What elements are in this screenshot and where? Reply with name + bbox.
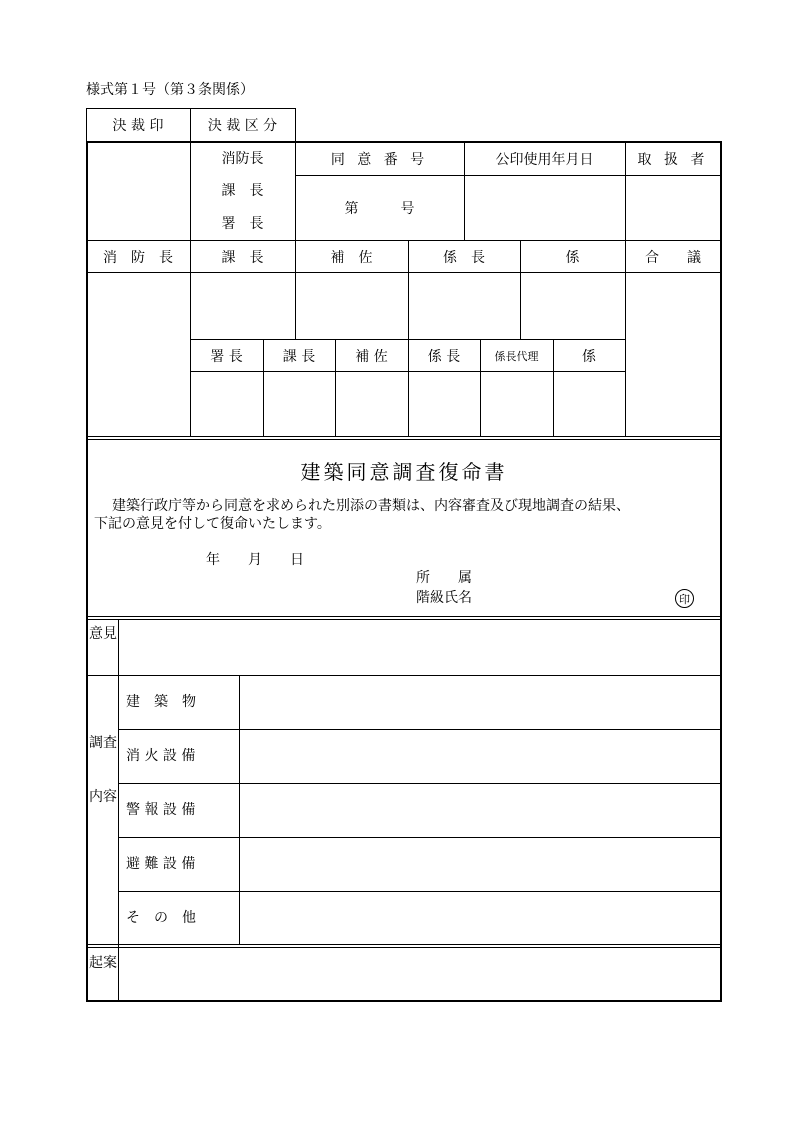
role-section-chief: 課 長	[221, 249, 264, 266]
draft-label: 起案	[89, 955, 117, 971]
line	[190, 371, 626, 372]
line	[118, 729, 722, 730]
outer-bottom	[86, 1000, 722, 1002]
line	[239, 675, 240, 945]
role2-deputy: 係長代理	[494, 349, 539, 363]
line	[86, 944, 722, 945]
approval-category-label: 決 裁 区 分	[207, 118, 278, 134]
survey-item-evacuation: 避 難 設 備	[126, 856, 196, 872]
report-date: 年 月 日	[206, 552, 304, 568]
station-chief-label: 署 長	[221, 216, 264, 232]
rank-name-label: 階級氏名	[416, 590, 472, 606]
line	[86, 436, 722, 437]
survey-item-alarm: 警 報 設 備	[126, 802, 196, 818]
line	[86, 272, 722, 273]
survey-item-other: そ の 他	[126, 910, 196, 926]
line	[118, 783, 722, 784]
consent-number-value: 第 号	[344, 201, 415, 217]
line	[118, 837, 722, 838]
affiliation-label: 所 属	[416, 570, 472, 586]
role-subsection-chief: 係 長	[443, 249, 485, 266]
report-body-line2: 下記の意見を付して復命いたします。	[94, 516, 331, 532]
line	[86, 947, 722, 948]
consent-number-label: 同 意 番 号	[330, 151, 429, 168]
role-staff: 係	[565, 249, 580, 266]
line	[86, 616, 722, 617]
line	[295, 108, 296, 142]
survey-item-fire-extinguishing: 消 火 設 備	[126, 748, 196, 764]
report-body-line1: 建築行政庁等から同意を求められた別添の書類は、内容審査及び現地調査の結果、	[112, 498, 630, 514]
role2-subsection-chief: 係 長	[427, 348, 461, 365]
role-assistant: 補 佐	[330, 249, 373, 266]
survey-label: 調査内容	[89, 735, 117, 805]
role2-assistant: 補 佐	[355, 348, 388, 365]
role2-section-chief: 課 長	[282, 348, 316, 365]
line	[118, 891, 722, 892]
role2-station-chief: 署 長	[210, 348, 243, 365]
report-title: 建築同意調査復命書	[300, 459, 508, 484]
handler-label: 取 扱 者	[637, 151, 709, 168]
opinion-label: 意見	[89, 626, 117, 642]
seal-date-label: 公印使用年月日	[495, 151, 594, 168]
role-consultation: 合 議	[645, 249, 701, 266]
fire-chief-label: 消防長	[221, 151, 264, 167]
line	[86, 619, 722, 620]
section-chief-label: 課 長	[221, 183, 264, 199]
line	[86, 439, 722, 440]
seal-mark: 印	[675, 589, 694, 608]
survey-item-building: 建 築 物	[126, 694, 196, 710]
line	[86, 675, 722, 676]
form-number: 様式第１号（第３条関係）	[86, 82, 254, 98]
line	[118, 620, 119, 1000]
approval-seal-label: 決 裁 印	[112, 118, 164, 134]
role2-staff: 係	[582, 348, 596, 365]
role-fire-chief: 消 防 長	[103, 249, 173, 266]
